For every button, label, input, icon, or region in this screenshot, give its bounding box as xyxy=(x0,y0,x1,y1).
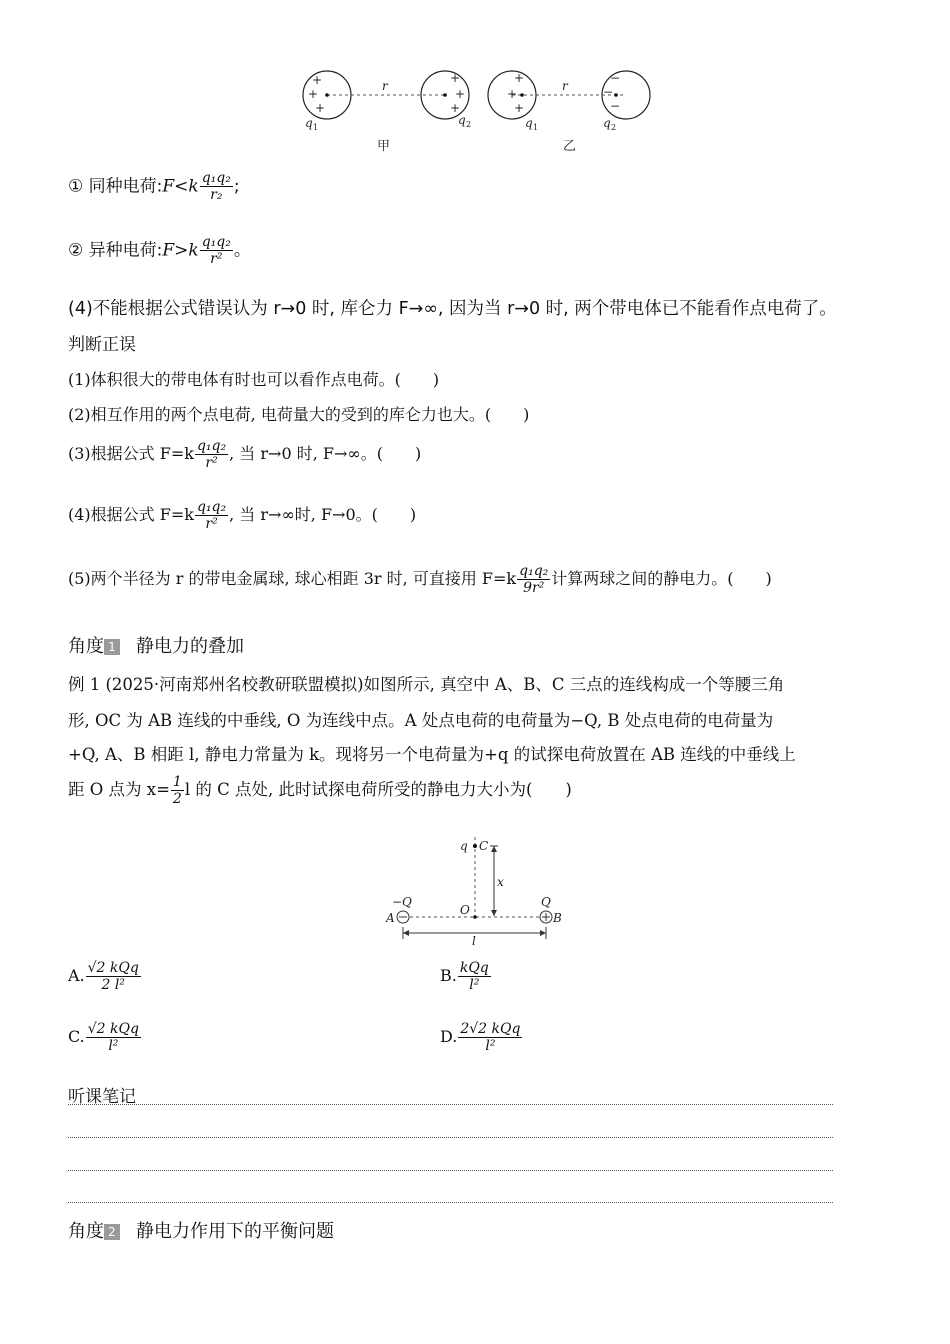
notes-line[interactable] xyxy=(68,1137,833,1138)
svg-text:1: 1 xyxy=(533,123,539,132)
distance-label: r xyxy=(382,79,388,93)
example-line-2: 形, OC 为 AB 连线的中垂线, O 为连线中点。A 处点电荷的电荷量为−Q, B 处点电荷的电荷量为 xyxy=(68,711,774,730)
point-a-label: A xyxy=(386,911,395,925)
judge-q5: (5)两个半径为 r 的带电金属球, 球心相距 3r 时, 可直接用 F=k $\frac{\text{q₁q₂}}{\text{9r²}}$ 计算两球之间的静电力。( ) xyxy=(68,563,772,596)
option-c[interactable]: C. $\frac{\text{√2 kQq}}{\text{l²}}$ xyxy=(68,1021,139,1054)
charged-spheres-figure xyxy=(290,62,670,158)
plus-sign: + xyxy=(450,101,461,115)
example-line-4: 距 O 点为 x= $\frac{1}{2}$ l 的 C 点处, 此时试探电荷所受的静电力大小为( ) xyxy=(68,774,572,807)
notes-line[interactable] xyxy=(68,1104,833,1105)
q1-label: q xyxy=(525,116,533,130)
pos-q-label: Q xyxy=(541,895,551,909)
plus-sign: + xyxy=(308,87,319,101)
q2-label: q xyxy=(458,113,466,127)
example-line-3: +Q, A、B 相距 l, 静电力常量为 k。现将另一个电荷量为+q 的试探电荷放置在 AB 连线的中垂线上 xyxy=(68,745,796,764)
angle-1-heading: 角度 1 静电力的叠加 xyxy=(68,636,244,657)
angle-2-heading: 角度 2 静电力作用下的平衡问题 xyxy=(68,1221,334,1242)
same-charge-item: ① 同种电荷:F<k $\frac{\text{q₁q₂}}{\text{r₂}}$ ; xyxy=(68,170,240,203)
distance-label: r xyxy=(562,79,568,93)
notes-title: 听课笔记 xyxy=(68,1087,136,1107)
minus-sign: − xyxy=(610,71,621,85)
svg-text:1: 1 xyxy=(313,123,319,132)
plus-sign: + xyxy=(514,101,525,115)
diff-charge-item: ② 异种电荷:F>k $\frac{\text{q₁q₂}}{\text{r²}}$ 。 xyxy=(68,234,251,267)
test-charge-label: q xyxy=(460,839,468,853)
judge-q4: (4)根据公式 F=k $\frac{\text{q₁q₂}}{\text{r²}}$ , 当 r→∞时, F→0。( ) xyxy=(68,499,417,532)
option-a[interactable]: A. $\frac{\text{√2 kQq}}{\text{2 l²}}$ xyxy=(68,960,139,993)
x-label: x xyxy=(497,875,504,889)
triangle-charge-figure xyxy=(380,832,580,950)
plus-sign: + xyxy=(312,73,323,87)
l-label: l xyxy=(472,934,476,948)
point-4: (4)不能根据公式错误认为 r→0 时, 库仑力 F→∞, 因为当 r→0 时, 两个带电体已不能看作点电荷了。 xyxy=(68,299,837,319)
angle-number-badge: 2 xyxy=(104,1224,120,1240)
judge-q1: (1)体积很大的带电体有时也可以看作点电荷。( ) xyxy=(68,370,440,389)
plus-sign: + xyxy=(507,87,518,101)
option-b[interactable]: B. $\frac{\text{kQq}}{\text{l²}}$ xyxy=(440,960,489,993)
minus-sign: − xyxy=(610,99,621,113)
caption-yi: 乙 xyxy=(563,139,577,154)
svg-text:2: 2 xyxy=(466,120,472,129)
q2-label: q xyxy=(603,116,611,130)
svg-text:2: 2 xyxy=(611,123,617,132)
example-line-1: 例 1 (2025·河南郑州名校教研联盟模拟)如图所示, 真空中 A、B、C 三点的连线构成一个等腰三角 xyxy=(68,675,785,694)
plus-sign: + xyxy=(315,101,326,115)
judge-q3: (3)根据公式 F=k $\frac{\text{q₁q₂}}{\text{r²}}$ , 当 r→0 时, F→∞。( ) xyxy=(68,438,422,471)
point-b-label: B xyxy=(553,911,562,925)
q1-label: q xyxy=(305,116,313,130)
notes-line[interactable] xyxy=(68,1202,833,1203)
plus-sign: + xyxy=(455,87,466,101)
minus-sign: − xyxy=(603,85,614,99)
plus-sign: + xyxy=(514,71,525,85)
point-o-label: O xyxy=(460,903,470,917)
plus-sign: + xyxy=(450,71,461,85)
notes-line[interactable] xyxy=(68,1170,833,1171)
judge-q2: (2)相互作用的两个点电荷, 电荷量大的受到的库仑力也大。( ) xyxy=(68,405,530,424)
point-c-label: C xyxy=(479,839,489,853)
angle-number-badge: 1 xyxy=(104,639,120,655)
caption-jia: 甲 xyxy=(377,139,391,154)
judge-title: 判断正误 xyxy=(68,335,136,355)
option-d[interactable]: D. $\frac{\text{2√2 kQq}}{\text{l²}}$ xyxy=(440,1021,521,1054)
neg-q-label: −Q xyxy=(392,895,412,909)
